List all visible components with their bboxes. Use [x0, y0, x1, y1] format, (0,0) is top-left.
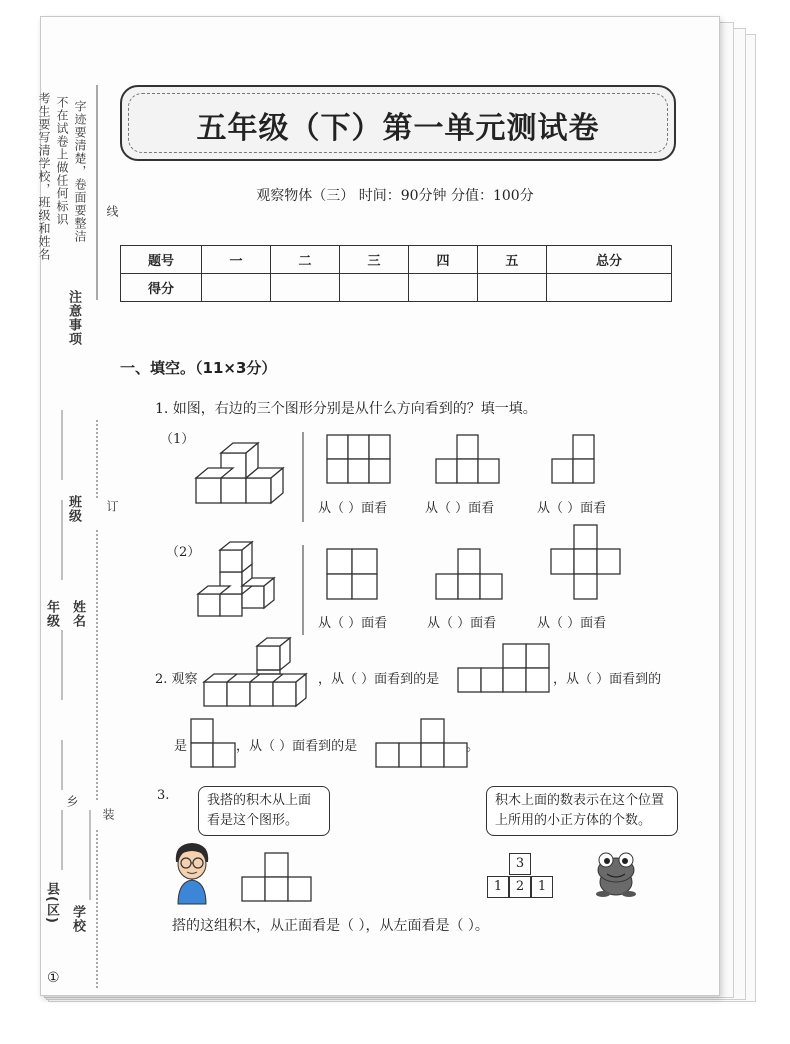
q1-view-e	[435, 548, 505, 600]
frog-icon	[593, 850, 639, 898]
q1-view-a	[326, 434, 392, 484]
view-blank[interactable]: 从（ ）面看	[537, 501, 607, 516]
section-heading: 一、填空。（11×3分）	[120, 359, 277, 377]
q2-view-a	[458, 643, 552, 693]
separator-line	[302, 545, 306, 635]
score-input-cell[interactable]	[339, 274, 408, 302]
notice-1: 考生要写清学校，班级和姓名	[37, 92, 51, 261]
question-3-answer[interactable]: 搭的这组积木，从正面看是（ ），从左面看是（ ）。	[172, 918, 489, 934]
q1-cube-stack-2	[192, 548, 282, 628]
q3-number-cell: 3	[509, 853, 531, 875]
county-label: 县(区)	[44, 882, 59, 924]
view-blank[interactable]: 从（ ）面看	[537, 616, 607, 631]
grade-label: 年级	[44, 600, 59, 628]
binding-mark-line: 线	[105, 205, 119, 218]
score-input-cell[interactable]	[202, 274, 271, 302]
q2-text-2[interactable]: ，从（ ）面看到的	[553, 672, 662, 687]
q1-view-d	[326, 548, 378, 600]
score-input-cell[interactable]	[270, 274, 339, 302]
table-cell: 一	[202, 246, 271, 274]
q2-view-c	[376, 718, 470, 768]
notice-title: 注意事项	[66, 290, 81, 346]
q1-view-c	[551, 434, 597, 484]
q2-text-1[interactable]: ，从（ ）面看到的是	[318, 672, 440, 687]
speech-bubble-right	[486, 786, 678, 836]
speech-bubble-left	[198, 786, 330, 836]
notice-3: 字迹要清楚，卷面要整洁	[73, 100, 87, 243]
question-1: 1. 如图，右边的三个图形分别是从什么方向看到的？填一填。	[155, 401, 537, 417]
question-3-number: 3.	[157, 788, 170, 803]
page-title: 五年级（下）第一单元测试卷	[196, 111, 600, 146]
q2-block-figure	[200, 640, 312, 710]
q1-part1-label: （1）	[160, 432, 195, 447]
table-cell: 五	[477, 246, 546, 274]
q1-view-f	[551, 524, 621, 600]
q3-number-cell: 1	[531, 876, 553, 898]
table-cell: 二	[270, 246, 339, 274]
exam-info: 观察物体（三） 时间：90分钟 分值：100分	[256, 188, 534, 204]
q3-top-view	[241, 852, 313, 902]
page-number: ①	[47, 970, 60, 986]
class-label: 班级	[66, 495, 81, 523]
view-blank[interactable]: 从（ ）面看	[425, 501, 495, 516]
table-cell: 三	[339, 246, 408, 274]
binding-mark-order: 订	[105, 500, 119, 513]
table-cell: 得分	[121, 274, 202, 302]
q3-number-cell: 2	[509, 876, 531, 898]
table-row	[121, 246, 672, 274]
township-label: 乡	[65, 795, 79, 808]
question-2-prefix: 2. 观察	[155, 672, 198, 687]
table-cell: 四	[408, 246, 477, 274]
q1-cube-stack-1	[190, 440, 290, 510]
score-input-cell[interactable]	[546, 274, 671, 302]
table-cell: 题号	[121, 246, 202, 274]
score-table	[120, 245, 672, 302]
q2-view-b	[190, 718, 238, 768]
boy-avatar	[170, 840, 214, 906]
q2-text-3[interactable]: ，从（ ）面看到的是	[236, 739, 358, 754]
title-frame	[120, 85, 676, 161]
q2-end: 。	[466, 739, 480, 754]
school-label: 学校	[70, 905, 85, 933]
view-blank[interactable]: 从（ ）面看	[318, 501, 388, 516]
binding-mark-install: 装	[101, 808, 115, 821]
q2-line2-prefix: 是	[174, 739, 188, 754]
score-input-cell[interactable]	[408, 274, 477, 302]
table-row	[121, 274, 672, 302]
q1-part2-label: （2）	[166, 545, 201, 560]
score-input-cell[interactable]	[477, 274, 546, 302]
name-label: 姓名	[70, 600, 85, 628]
notice-2: 不在试卷上做任何标识	[55, 96, 69, 226]
table-cell: 总分	[546, 246, 671, 274]
bubble-text: 我搭的积木从上面看是这个图形。	[207, 793, 312, 828]
q1-view-b	[435, 434, 501, 484]
view-blank[interactable]: 从（ ）面看	[318, 616, 388, 631]
separator-line	[302, 432, 306, 522]
bubble-text: 积木上面的数表示在这个位置上所用的小正方体的个数。	[495, 793, 665, 828]
view-blank[interactable]: 从（ ）面看	[427, 616, 497, 631]
q3-number-cell: 1	[487, 876, 509, 898]
